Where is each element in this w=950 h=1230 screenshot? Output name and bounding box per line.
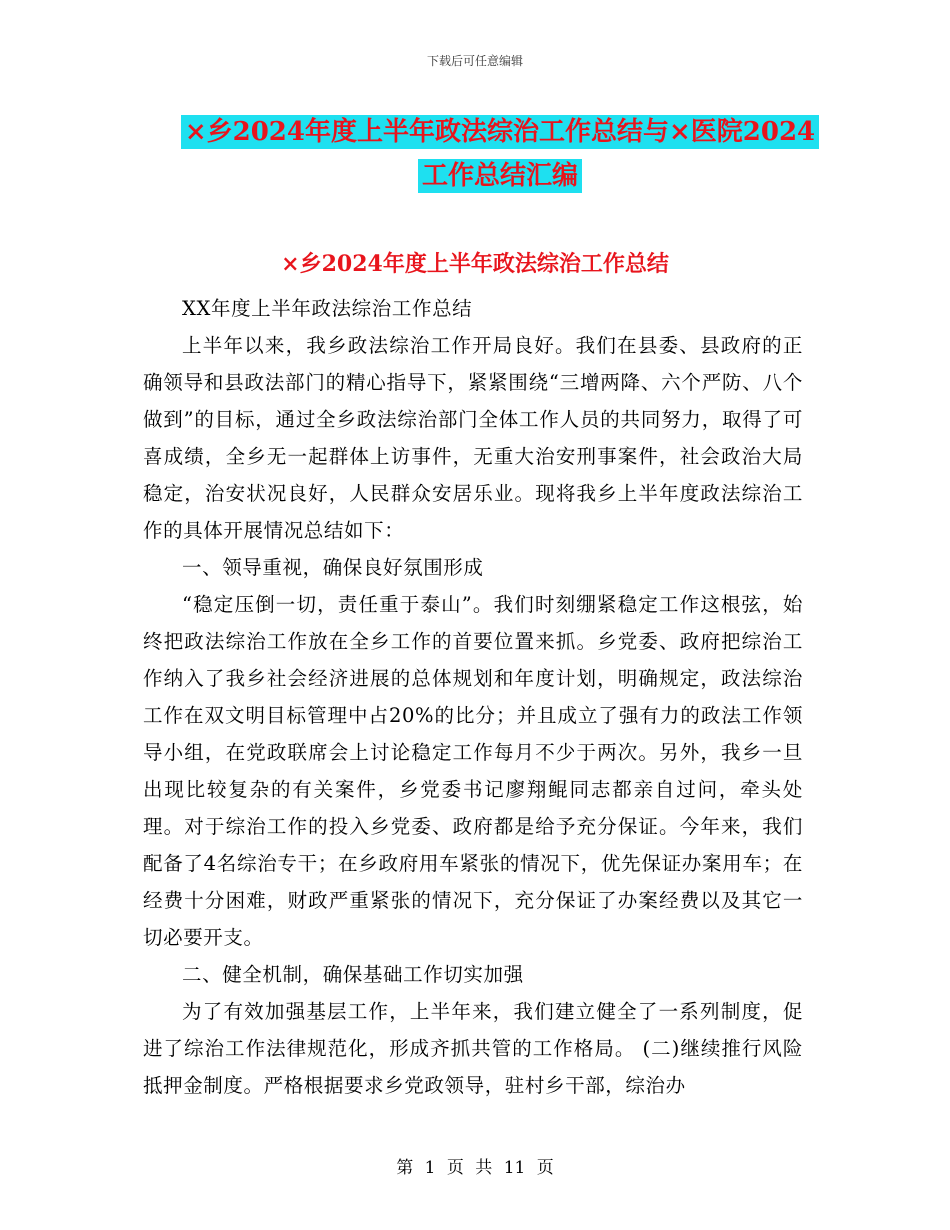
section-title: ×乡2024年度上半年政法综治工作总结 [281,251,669,277]
document-body [143,290,803,1104]
paragraph: “稳定压倒一切，责任重于泰山”。我们时刻绷紧稳定工作这根弦，始终把政法综治工作放在全乡工作的首要位置来抓。乡党委、政府把综治工作纳入了我乡社会经济进展的总体规划和年度计划，明确规定，政法综治工作在双文明目标管理中占20%的比分；并且成立了强有力的政法工作领导小组，在党政联席会上讨论稳定工作每月不少于两次。另外，我乡一旦出现比较复杂的有关案件，乡党委书记廖翔鲲同志都亲自过问，牵头处理。对于综治工作的投入乡党委、政府都是给予充分保证。今年来，我们配备了4名综治专干；在乡政府用车紧张的情况下，优先保证办案用车；在经费十分困难，财政严重紧张的情况下，充分保证了办案经费以及其它一切必要开支。 [143,593,803,949]
main-title-line-2: 工作总结汇编 [418,159,582,193]
document-main-title [140,110,860,198]
page-number-footer: 第 1 页 共 11 页 [396,1158,554,1178]
page-header-note: 下载后可任意编辑 [426,54,523,68]
section-heading: 二、健全机制，确保基础工作切实加强 [182,963,524,986]
paragraph: XX年度上半年政法综治工作总结 [182,297,473,320]
section-heading: 一、领导重视，确保良好氛围形成 [182,556,484,579]
paragraph: 为了有效加强基层工作，上半年来，我们建立健全了一系列制度，促进了综治工作法律规范化，形成齐抓共管的工作格局。 (二)继续推行风险抵押金制度。严格根据要求乡党政领导，驻村乡干部，综治办 [143,1000,803,1097]
paragraph: 上半年以来，我乡政法综治工作开局良好。我们在县委、县政府的正确领导和县政法部门的精心指导下，紧紧围绕“三增两降、六个严防、八个做到”的目标，通过全乡政法综治部门全体工作人员的共同努力，取得了可喜成绩，全乡无一起群体上访事件，无重大治安刑事案件，社会政治大局稳定，治安状况良好，人民群众安居乐业。现将我乡上半年度政法综治工作的具体开展情况总结如下： [143,334,803,542]
main-title-line-1: ×乡2024年度上半年政法综治工作总结与×医院2024 [181,115,819,149]
